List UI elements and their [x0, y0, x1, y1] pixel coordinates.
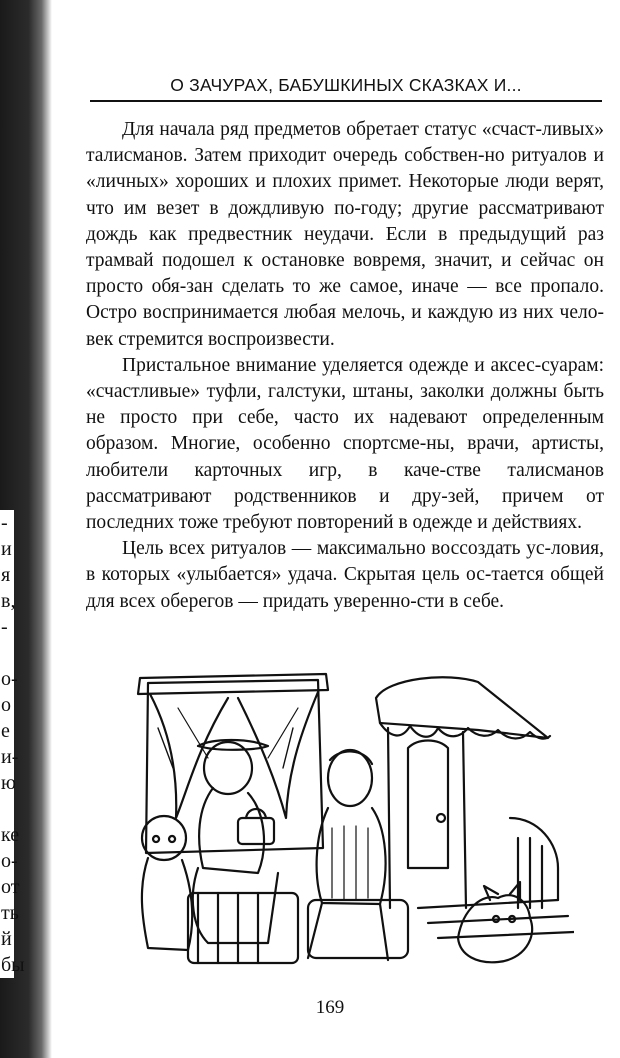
family-waiting-illustration: [118, 668, 574, 976]
edge-fragment: [0, 796, 14, 822]
edge-fragment: ть: [1, 902, 19, 924]
paragraph: Для начала ряд предметов обретает статус «счаст-ливых» талисманов. Затем приходит очередь собствен-но ритуалов и «личных» хороших и плохих примет. Некоторые люди верят, что им везет в дождливую по-году; другие рассматривают дождь как предвестник неудачи. Если в предыдущий раз трамвай подошел к остановке вовремя, значит, и сейчас он просто обя-зан сделать то же самое, иначе — все пропало. Остро воспринимается любая мелочь, и каждую из них чело-век стремится воспроизвести.: [86, 119, 604, 350]
edge-fragment: ю: [1, 772, 16, 794]
edge-fragment: в,: [1, 590, 16, 612]
edge-fragment: е: [0, 718, 14, 744]
edge-fragment: [0, 640, 14, 666]
edge-fragment: -: [0, 614, 14, 640]
edge-fragment: -: [0, 510, 14, 536]
edge-fragment: и: [0, 536, 14, 562]
facing-page-edge: [0, 510, 25, 978]
edge-fragment: от: [1, 876, 20, 898]
paragraph: Пристальное внимание уделяется одежде и аксес-суарам: «счастливые» туфли, галстуки, штаны, заколки должны быть не просто при себе, часто их надевают определенным образом. Многие, особенно спортсме-ны, врачи, артисты, любители карточных игр, в каче-стве талисманов рассматривают родственников и дру-зей, причем от последних тоже требуют повторений в одежде и действиях.: [86, 354, 604, 534]
edge-fragment: о-: [1, 850, 18, 872]
edge-fragment: о-: [1, 668, 18, 690]
edge-fragment: ке: [1, 824, 20, 846]
page-number: 169: [315, 997, 345, 1018]
edge-fragment: бы: [1, 954, 25, 976]
edge-fragment: я: [0, 562, 14, 588]
edge-fragment: о: [0, 692, 14, 718]
running-header: О ЗАЧУРАХ, БАБУШКИНЫХ СКАЗКАХ И...: [90, 72, 602, 102]
paragraph: Цель всех ритуалов — максимально воссоздать ус-ловия, в которых «улыбается» удача. Скрытая цель ос-тается общей для всех оберегов — придать уверенно-сти в себе.: [86, 538, 604, 612]
body-text: [86, 117, 604, 615]
edge-fragment: и-: [1, 746, 19, 768]
edge-fragment: й: [0, 926, 14, 952]
